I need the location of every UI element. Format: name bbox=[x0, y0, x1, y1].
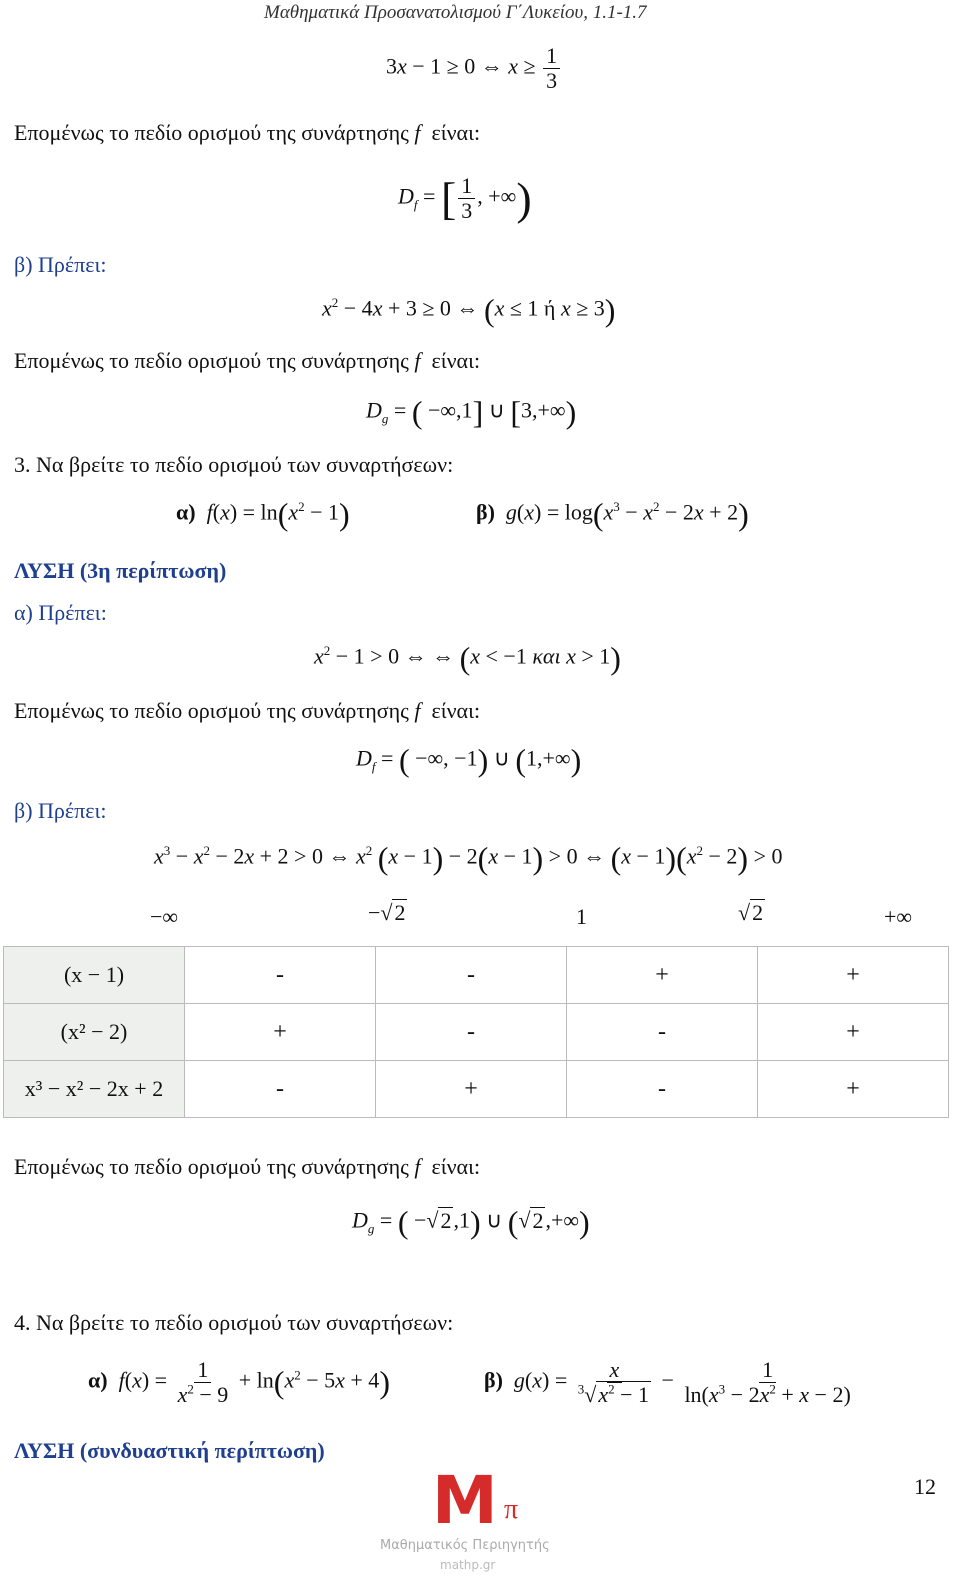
logo-pi: π bbox=[504, 1494, 519, 1525]
logo-url: mathp.gr bbox=[440, 1558, 496, 1572]
q4-function-a: α) f(x) = $\frac{1}{x^2 - 9}$ + $\ln(x^2 - 5x + 4)$ bbox=[88, 1357, 390, 1408]
q3-function-b: β) $g(x) = \log(x^3 - x^2 - 2x + 2)$ bbox=[476, 496, 749, 532]
sign-table bbox=[3, 946, 949, 1118]
domain-Df-2: $D_f$ = ( −∞, −1) ∪ (1,+∞) bbox=[356, 742, 582, 778]
table-row bbox=[4, 1004, 949, 1061]
sign-cell: + bbox=[376, 1061, 567, 1118]
equation-3x-1: 3x − 1 ≥ 0 ⇔ x ≥ $\frac{1}{3}$ bbox=[386, 44, 562, 93]
equation-x2-4x: $x^2 - 4x + 3 \ge 0$ ⇔ (x ≤ 1 ή x ≥ 3) bbox=[322, 292, 616, 328]
equation-x2-1: $x^2 - 1 > 0$ ⇔ ⇔ (x < −1 και x > 1) bbox=[314, 640, 621, 676]
sign-cell: + bbox=[567, 947, 758, 1004]
question-3: 3. Να βρείτε το πεδίο ορισμού των συναρτήσεων: bbox=[14, 452, 454, 477]
table-row bbox=[4, 947, 949, 1004]
sign-cell: + bbox=[758, 1004, 949, 1061]
sign-point-neg-sqrt2: −√2 bbox=[368, 900, 406, 925]
domain-sentence-2: Επομένως το πεδίο ορισμού της συνάρτησης f είναι: bbox=[14, 348, 481, 373]
sign-point-sqrt2: √2 bbox=[738, 900, 764, 925]
sign-cell: - bbox=[376, 947, 567, 1004]
solution-4-heading: ΛΥΣΗ (συνδυαστική περίπτωση) bbox=[14, 1438, 325, 1463]
question-4: 4. Να βρείτε το πεδίο ορισμού των συναρτήσεων: bbox=[14, 1310, 454, 1335]
domain-sentence-3: Επομένως το πεδίο ορισμού της συνάρτησης f είναι: bbox=[14, 698, 481, 723]
q4-function-b: β) g(x) = $\frac{x}{^3√x^2 - 1}$ − $\frac{1}{\ln(x^3 - 2x^2 + x - 2)}$ bbox=[484, 1357, 851, 1408]
logo-caption: Μαθηματικός Περιηγητής bbox=[380, 1538, 550, 1553]
sign-point-neg-inf: −∞ bbox=[150, 904, 179, 929]
page-number: 12 bbox=[914, 1474, 936, 1499]
row-label-x2-2: (x² − 2) bbox=[4, 1004, 185, 1061]
sign-cell: - bbox=[567, 1061, 758, 1118]
table-row bbox=[4, 1061, 949, 1118]
domain-sentence-1: Επομένως το πεδίο ορισμού της συνάρτησης f είναι: bbox=[14, 120, 481, 145]
sign-cell: + bbox=[758, 947, 949, 1004]
logo-letter: M bbox=[432, 1462, 498, 1539]
row-label-x-1: (x − 1) bbox=[4, 947, 185, 1004]
beta-prepei-2: β) Πρέπει: bbox=[14, 798, 107, 823]
sign-cell: + bbox=[758, 1061, 949, 1118]
sign-cell: - bbox=[567, 1004, 758, 1061]
domain-sentence-4: Επομένως το πεδίο ορισμού της συνάρτησης f είναι: bbox=[14, 1154, 481, 1179]
solution-3-heading: ΛΥΣΗ (3η περίπτωση) bbox=[14, 558, 227, 583]
row-label-poly: x³ − x² − 2x + 2 bbox=[4, 1061, 185, 1118]
sign-point-1: 1 bbox=[576, 904, 587, 929]
domain-Dg-1: $D_g$ = ( −∞,1] ∪ [3,+∞) bbox=[366, 394, 577, 430]
q3-functions: α) $f(x) = \ln(x^2 - 1)$ bbox=[176, 496, 350, 532]
sign-cell: - bbox=[376, 1004, 567, 1061]
alpha-prepei: α) Πρέπει: bbox=[14, 600, 107, 625]
sign-cell: - bbox=[185, 1061, 376, 1118]
beta-prepei-1: β) Πρέπει: bbox=[14, 252, 107, 277]
domain-Df-1: $D_f$ = [ $\frac{1}{3}$ , +∞) bbox=[398, 172, 532, 224]
site-logo bbox=[380, 1462, 580, 1586]
sign-cell: - bbox=[185, 947, 376, 1004]
domain-Dg-2: $D_g$ = ( −√2,1) ∪ (√2,+∞) bbox=[352, 1204, 590, 1240]
sign-cell: + bbox=[185, 1004, 376, 1061]
page-header: Μαθηματικά Προσανατολισμού Γ΄Λυκείου, 1.1-1.7 bbox=[264, 2, 647, 23]
sign-point-pos-inf: +∞ bbox=[884, 904, 913, 929]
factorization: $x^3 - x^2 - 2x + 2 > 0$ ⇔ $x^2$ (x − 1) − 2(x − 1) > 0 ⇔ $(x - 1)(x^2 - 2) > 0$ bbox=[154, 840, 783, 876]
